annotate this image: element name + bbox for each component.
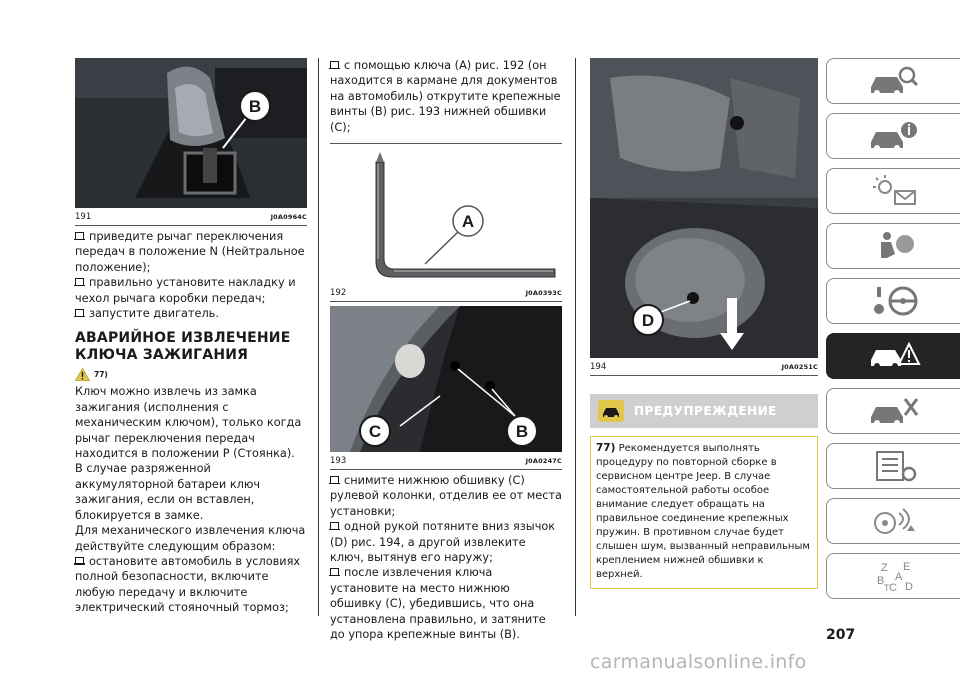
bullet-item: правильно установите накладку и чехол рычага коробки передач; — [75, 276, 296, 305]
column-divider — [575, 58, 576, 616]
bullet-icon — [75, 232, 84, 239]
section-heading: АВАРИЙНОЕ ИЗВЛЕЧЕНИЕ КЛЮЧА ЗАЖИГАНИЯ — [75, 330, 291, 364]
car-service-icon — [867, 393, 921, 429]
bullet-icon — [330, 476, 339, 483]
multimedia-icon — [867, 503, 921, 539]
bullet-icon — [75, 278, 84, 285]
tab-car-search[interactable] — [826, 58, 960, 104]
warning-number: 77) — [596, 442, 616, 454]
figure-193-number: 193 — [330, 456, 347, 467]
tab-emergency[interactable] — [826, 333, 960, 379]
figure-193-label-c: C — [368, 422, 382, 442]
column-1 — [75, 58, 307, 616]
tab-multimedia[interactable] — [826, 498, 960, 544]
figure-192-number: 192 — [330, 288, 347, 299]
bullet-item: приведите рычаг переключения передач в положение N (Нейтральное положение); — [75, 230, 305, 274]
bullet-icon — [75, 309, 84, 316]
steering-column-cover-illustration — [330, 306, 562, 452]
warning-title: ПРЕДУПРЕЖДЕНИЕ — [634, 404, 777, 418]
svg-text:D: D — [904, 581, 913, 593]
tab-dashboard-lights[interactable] — [826, 168, 960, 214]
warning-car-icon — [598, 400, 624, 422]
warning-triangle-icon — [75, 368, 90, 381]
figure-194-caption — [590, 362, 818, 376]
figure-193-caption — [330, 456, 562, 470]
figure-191-image — [75, 58, 307, 208]
svg-text:C: C — [888, 582, 897, 594]
key-release-illustration — [590, 58, 818, 358]
car-search-icon — [867, 63, 921, 99]
warning-box-header — [590, 394, 818, 428]
tab-steering[interactable] — [826, 278, 960, 324]
tab-service[interactable] — [826, 388, 960, 434]
car-info-icon — [867, 118, 921, 154]
bullet-item: с помощью ключа (A) рис. 192 (он находится в кармане для документов на автомобиль) открутите крепежные винты (B) рис. 193 нижней обшивки (C); — [330, 59, 561, 134]
airbag-passenger-icon — [867, 228, 921, 264]
paragraph: Для механического извлечения ключа действуйте следующим образом: — [75, 524, 306, 553]
chapter-tabs — [826, 58, 960, 608]
figure-192-label-a: A — [461, 212, 475, 232]
figure-192-caption — [330, 288, 562, 302]
warning-text: Рекомендуется выполнять процедуру по повторной сборке в сервисном центре Jeep. В случае самостоятельной работы особое внимание следует обращать на правильное соединение крепежных пружин. В противном случае будет слышен шум, вызванный неправильным креплением нижней обшивки к верхней. — [596, 443, 810, 580]
column-divider — [318, 58, 319, 616]
index-icon — [867, 558, 921, 594]
svg-text:A: A — [894, 571, 902, 583]
page-number: 207 — [826, 627, 856, 643]
bullet-icon — [330, 568, 339, 575]
tab-airbag[interactable] — [826, 223, 960, 269]
car-warning-icon — [867, 338, 921, 374]
bullet-item: снимите нижнюю обшивку (C) рулевой колонки, отделив ее от места установки; — [330, 474, 562, 518]
figure-191-caption — [75, 212, 307, 226]
bullet-item: запустите двигатель. — [75, 306, 307, 321]
svg-text:E: E — [902, 561, 910, 573]
warning-reference: 77) — [75, 368, 307, 381]
bullet-item: после извлечения ключа установите на место нижнюю обшивку (C), убедившись, что она установлена правильно, и затяните до упора крепежные винты (B). — [330, 566, 546, 642]
figure-192-image — [330, 144, 562, 284]
bullet-icon — [330, 522, 339, 529]
svg-text:T: T — [883, 583, 889, 593]
dashboard-lights-icon — [867, 173, 921, 209]
column-2 — [330, 58, 562, 643]
warning-box-body — [590, 436, 818, 589]
figure-191-label-b: B — [248, 97, 262, 116]
tab-index[interactable] — [826, 553, 960, 599]
figure-193-label-b: B — [515, 422, 529, 442]
figure-194-image — [590, 58, 818, 358]
figure-191-code: J0A0964C — [270, 213, 307, 221]
tab-specifications[interactable] — [826, 443, 960, 489]
figure-194-number: 194 — [590, 362, 607, 372]
hex-key-illustration — [330, 144, 562, 284]
watermark: carmanualsonline.info — [590, 651, 807, 673]
bullet-item: одной рукой потяните вниз язычок (D) рис. 194, а другой извлеките ключ, вытянув его наружу; — [330, 520, 556, 565]
bullet-item: остановите автомобиль в условиях полной безопасности, включите любую передачу и включите электрический стояночный тормоз; — [75, 554, 301, 615]
figure-193-image — [330, 306, 562, 452]
paragraph: В случае разряженной аккумуляторной батареи ключ зажигания, если он вставлен, блокируется в замке. — [75, 462, 261, 522]
svg-text:B: B — [876, 575, 884, 587]
gear-lever-illustration — [75, 58, 307, 208]
svg-text:Z: Z — [880, 562, 888, 574]
steering-wheel-icon — [867, 283, 921, 319]
figure-191-number: 191 — [75, 212, 92, 222]
bullet-icon — [330, 61, 339, 68]
tab-car-info[interactable] — [826, 113, 960, 159]
figure-193-code: J0A0247C — [525, 457, 562, 466]
column-3 — [590, 58, 818, 589]
bullet-icon — [75, 557, 84, 564]
figure-194-code: J0A0251C — [781, 363, 818, 371]
figure-194-label-d: D — [641, 311, 655, 330]
paragraph: Ключ можно извлечь из замка зажигания (исполнения с механическим ключом), только когда рычаг переключения передач находится в положении P (Стоянка). — [75, 385, 302, 461]
figure-192-code: J0A0393C — [525, 289, 562, 298]
specifications-icon — [867, 448, 921, 484]
